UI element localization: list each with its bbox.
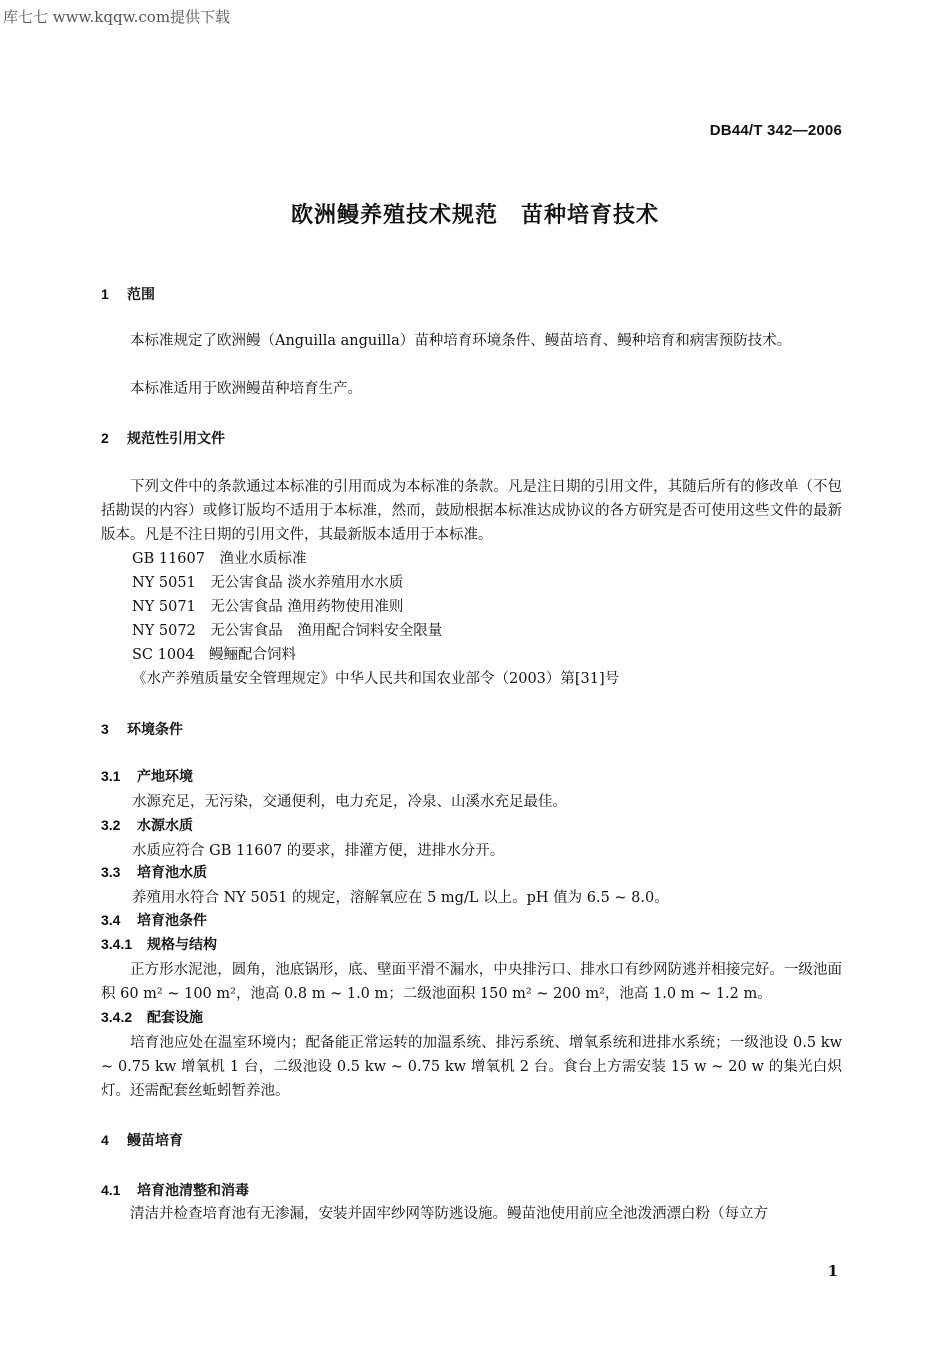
subsection-3-1-heading — [101, 766, 193, 786]
section-number: 4 — [101, 1132, 109, 1148]
watermark: 库七七 www.kqqw.com提供下载 — [3, 8, 231, 26]
paragraph-text: 本标准规定了欧洲鳗（Anguilla anguilla）苗种培育环境条件、鳗苗培育、鳗种培育和病害预防技术。 — [130, 333, 792, 349]
paragraph-text: 清洁并检查培育池有无渗漏，安装并固牢纱网等防逃设施。鳗苗池使用前应全池泼洒漂白粉（每立方 — [130, 1206, 768, 1222]
reference-item: NY 5072 无公害食品 渔用配合饲料安全限量 — [132, 623, 443, 639]
subsection-3-4-2-text — [101, 1031, 842, 1103]
section-1-heading — [101, 284, 155, 304]
subsection-title: 培育池水质 — [137, 865, 207, 881]
subsection-title: 产地环境 — [137, 769, 193, 785]
section-4-heading — [101, 1130, 183, 1150]
subsection-4-1-heading — [101, 1180, 249, 1200]
section-number: 3 — [101, 721, 109, 737]
subsection-number: 3.4.2 — [101, 1009, 133, 1025]
subsection-3-4-2-heading — [101, 1007, 203, 1027]
document-title: 欧洲鳗养殖技术规范 苗种培育技术 — [290, 203, 659, 228]
reference-item: SC 1004 鳗鲡配合饲料 — [132, 647, 297, 663]
reference-item: 《水产养殖质量安全管理规定》中华人民共和国农业部令（2003）第[31]号 — [132, 671, 620, 687]
page-number: 1 — [827, 1262, 838, 1280]
subsection-3-3-text: 养殖用水符合 NY 5051 的规定，溶解氧应在 5 mg/L 以上。pH 值为 6.5 ~ 8.0。 — [132, 890, 669, 906]
subsection-title: 培育池清整和消毒 — [137, 1183, 249, 1199]
subsection-number: 3.4.1 — [101, 936, 133, 952]
subsection-3-4-heading — [101, 910, 207, 930]
subsection-title: 水源水质 — [137, 818, 193, 834]
paragraph-text: 本标准适用于欧洲鳗苗种培育生产。 — [130, 381, 362, 397]
section-number: 1 — [101, 286, 109, 302]
subsection-title: 配套设施 — [147, 1010, 203, 1026]
subsection-3-4-1-heading — [101, 934, 217, 954]
subsection-4-1-text — [101, 1202, 842, 1226]
subsection-title: 培育池条件 — [137, 913, 207, 929]
section-3-heading — [101, 719, 183, 739]
subsection-3-3-heading — [101, 862, 207, 882]
section-title: 规范性引用文件 — [127, 431, 225, 447]
subsection-3-2-text: 水质应符合 GB 11607 的要求，排灌方便，进排水分开。 — [132, 843, 505, 859]
section-1-paragraph-2 — [101, 377, 842, 401]
subsection-number: 3.2 — [101, 817, 121, 833]
section-title: 范围 — [127, 287, 155, 303]
paragraph-text: 培育池应处在温室环境内；配备能正常运转的加温系统、排污系统、增氧系统和进排水系统；一级池设 0.5 kw ~ 0.75 kw 增氧机 1 台，二级池设 0.5 kw ~ 0.75 kw 增氧机 2 台。食台上方需安装 15 w ~ 20 w 的集光白炽灯。还需配套丝蚯蚓暂养池。 — [101, 1035, 842, 1099]
subsection-3-2-heading — [101, 815, 193, 835]
paragraph-text: 正方形水泥池，圆角，池底锅形，底、壁面平滑不漏水，中央排污口、排水口有纱网防逃并相接完好。一级池面积 60 m² ~ 100 m²，池高 0.8 m ~ 1.0 m；二级池面积 150 m² ~ 200 m²，池高 1.0 m ~ 1.2 m。 — [101, 962, 842, 1002]
subsection-3-1-text: 水源充足，无污染，交通便利，电力充足，冷泉、山溪水充足最佳。 — [132, 794, 567, 810]
subsection-3-4-1-text — [101, 958, 842, 1006]
section-title: 环境条件 — [127, 722, 183, 738]
reference-item: NY 5071 无公害食品 渔用药物使用准则 — [132, 599, 404, 615]
paragraph-text: 下列文件中的条款通过本标准的引用而成为本标准的条款。凡是注日期的引用文件，其随后所有的修改单（不包括勘误的内容）或修订版均不适用于本标准，然而，鼓励根据本标准达成协议的各方研究是否可使用这些文件的最新版本。凡是不注日期的引用文件，其最新版本适用于本标准。 — [101, 479, 842, 543]
section-1-paragraph-1 — [101, 329, 842, 353]
subsection-number: 3.1 — [101, 768, 121, 784]
standard-code: DB44/T 342—2006 — [709, 122, 842, 139]
section-number: 2 — [101, 430, 109, 446]
subsection-title: 规格与结构 — [147, 937, 217, 953]
subsection-number: 3.4 — [101, 912, 121, 928]
section-2-paragraph-1 — [101, 475, 842, 547]
subsection-number: 4.1 — [101, 1182, 121, 1198]
subsection-number: 3.3 — [101, 864, 121, 880]
reference-item: GB 11607 渔业水质标准 — [132, 551, 307, 567]
section-2-heading — [101, 428, 225, 448]
reference-item: NY 5051 无公害食品 淡水养殖用水水质 — [132, 575, 404, 591]
section-title: 鳗苗培育 — [127, 1133, 183, 1149]
